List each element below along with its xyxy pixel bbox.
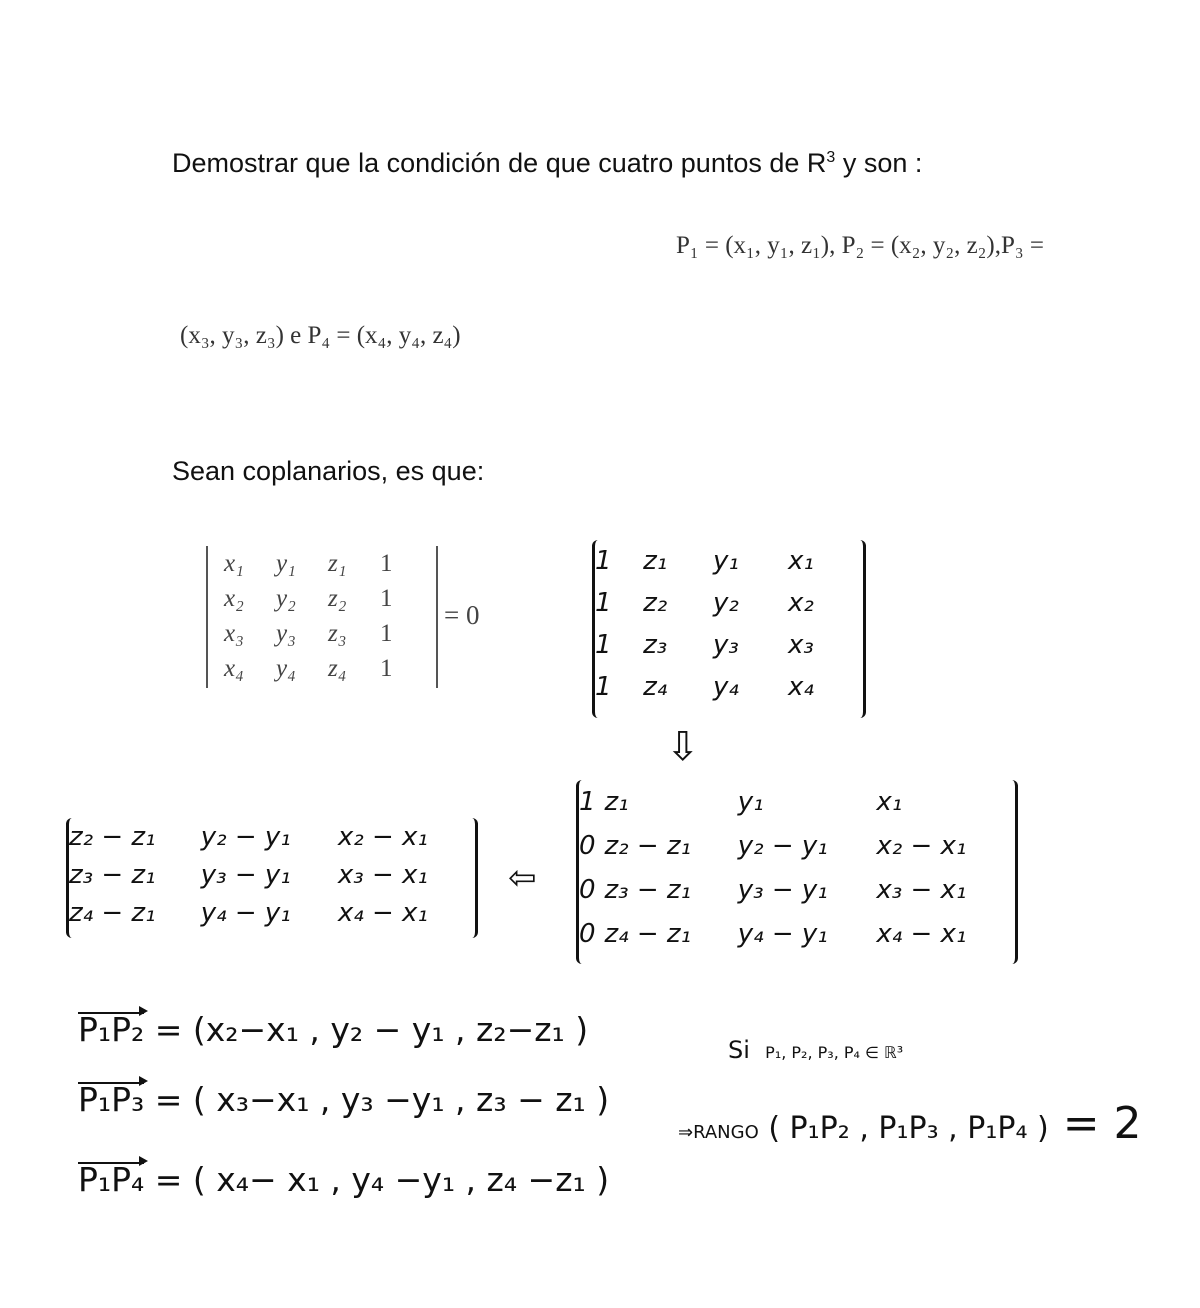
hand-matrix-2-row [579, 780, 1015, 824]
typed-det-cell: 1 [380, 549, 393, 577]
hand-matrix-3-cell: x₃ − x₁ [337, 860, 428, 890]
hand-matrix-3-cell: y₃ − y₁ [200, 860, 291, 890]
typed-det-cell: x₂ [224, 584, 244, 612]
typed-det-cell: y₃ [276, 619, 296, 647]
hand-matrix-2-row [579, 912, 1015, 956]
hand-matrix-1-row [595, 624, 863, 666]
typed-det-cell: 1 [380, 584, 393, 612]
vector-label: P₁P₂ [78, 1010, 145, 1049]
hand-matrix-3-cell: y₄ − y₁ [200, 898, 291, 928]
hand-matrix-2-cell: y₄ − y₁ [737, 919, 828, 949]
typed-det-row [224, 581, 408, 616]
coplanar-statement: Sean coplanarios, es que: [172, 456, 485, 486]
hand-matrix-1-cell: y₃ [713, 630, 739, 660]
typed-det-cell: z₄ [328, 654, 347, 682]
hand-matrix-2-cell: 0 [579, 875, 596, 905]
hand-matrix-3-row [69, 818, 475, 856]
condition-si: Si P₁, P₂, P₃, P₄ ∈ ℝ³ [728, 1036, 904, 1064]
hand-matrix-1-row [595, 666, 863, 708]
hand-matrix-2-cell: 0 [579, 919, 596, 949]
vector-p1p2: P₁P₂ = (x₂−x₁ , y₂ − y₁ , z₂−z₁ ) [78, 1010, 589, 1049]
hand-matrix-2-cell: z₂ − z₁ [604, 831, 691, 861]
hand-matrix-1-cell: 1 [595, 588, 612, 618]
vector-label: P₁P₄ [78, 1160, 145, 1199]
hand-matrix-1-cell: z₃ [643, 630, 668, 660]
hand-matrix-1-cell: 1 [595, 546, 612, 576]
hand-matrix-3-cell: z₄ − z₁ [69, 898, 156, 928]
typed-det-cell: z₁ [328, 549, 347, 577]
hand-matrix-3-cell: z₃ − z₁ [69, 860, 156, 890]
hand-matrix-1-cell: z₄ [643, 672, 668, 702]
hand-matrix-1-cell: z₂ [643, 588, 668, 618]
hand-matrix-2-cell: x₄ − x₁ [876, 919, 967, 949]
hand-matrix-2-cell: 1 [579, 787, 596, 817]
hand-matrix-1-cell: 1 [595, 672, 612, 702]
rank-statement: ⇒RANGO ( P₁P₂ , P₁P₃ , P₁P₄ ) = 2 [678, 1098, 1142, 1149]
typed-det-row [224, 546, 408, 581]
hand-matrix-3-row [69, 856, 475, 894]
hand-matrix-2-row [579, 868, 1015, 912]
hand-matrix-2-row [579, 824, 1015, 868]
handwritten-matrix-reduced [576, 780, 1018, 964]
hand-matrix-2-cell: z₄ − z₁ [604, 919, 691, 949]
typed-det-cell: x₃ [224, 619, 244, 647]
hand-matrix-2-cell: y₂ − y₁ [737, 831, 828, 861]
typed-det-cell: 1 [380, 654, 393, 682]
hand-matrix-1-cell: y₂ [713, 588, 739, 618]
intro-text: Demostrar que la condición de que cuatro puntos de $R^3$ y son : [172, 148, 923, 178]
arrow-down-icon: ⇩ [666, 724, 700, 770]
hand-matrix-2-cell: y₁ [737, 787, 764, 817]
hand-matrix-2-cell: y₃ − y₁ [737, 875, 828, 905]
hand-matrix-1-row [595, 540, 863, 582]
hand-matrix-1-cell: 1 [595, 630, 612, 660]
hand-matrix-3-cell: z₂ − z₁ [69, 822, 156, 852]
typed-det-cell: x₁ [224, 549, 244, 577]
typed-det-cell: x₄ [224, 654, 244, 682]
hand-matrix-3-row [69, 894, 475, 932]
typed-det-row [224, 651, 408, 686]
arrow-left-icon: ⇦ [508, 858, 537, 898]
equals-zero: = 0 [444, 600, 480, 630]
vector-label: P₁P₃ [78, 1080, 145, 1119]
vector-p1p4: P₁P₄ = ( x₄− x₁ , y₄ −y₁ , z₄ −z₁ ) [78, 1160, 610, 1199]
hand-matrix-2-cell: z₃ − z₁ [604, 875, 691, 905]
hand-matrix-2-cell: 0 [579, 831, 596, 861]
hand-matrix-1-cell: x₃ [787, 630, 814, 660]
hand-matrix-1-cell: x₁ [787, 546, 814, 576]
hand-matrix-1-cell: x₂ [787, 588, 814, 618]
typed-det-cell: z₃ [328, 619, 347, 647]
hand-matrix-3-cell: x₂ − x₁ [337, 822, 428, 852]
hand-matrix-1-cell: y₄ [713, 672, 739, 702]
hand-matrix-2-cell: x₂ − x₁ [876, 831, 967, 861]
typed-det-cell: 1 [380, 619, 393, 647]
typed-det-cell: y₂ [276, 584, 296, 612]
typed-det-cell: y₁ [276, 549, 296, 577]
hand-matrix-1-cell: z₁ [643, 546, 668, 576]
hand-matrix-1-cell: y₁ [713, 546, 739, 576]
typed-det-cell: y₄ [276, 654, 296, 682]
hand-matrix-1-cell: x₄ [787, 672, 814, 702]
typed-det-cell: z₂ [328, 584, 347, 612]
hand-matrix-3-cell: x₄ − x₁ [337, 898, 428, 928]
hand-matrix-2-cell: x₃ − x₁ [876, 875, 967, 905]
points-definition-line-2: (x₃, y₃, z₃) e P₄ = (x₄, y₄, z₄) [180, 322, 461, 349]
hand-matrix-3-cell: y₂ − y₁ [200, 822, 291, 852]
hand-matrix-1-row [595, 582, 863, 624]
handwritten-matrix-3x3 [66, 818, 478, 938]
typed-determinant [206, 546, 438, 688]
vector-p1p3: P₁P₃ = ( x₃−x₁ , y₃ −y₁ , z₃ − z₁ ) [78, 1080, 610, 1119]
hand-matrix-2-cell: x₁ [876, 787, 903, 817]
hand-matrix-2-cell: z₁ [604, 787, 629, 817]
typed-det-row [224, 616, 408, 651]
points-definition-line-1: P₁ = (x₁, y₁, z₁), P₂ = (x₂, y₂, z₂),P₃ = [676, 232, 1044, 259]
handwritten-matrix-reordered [592, 540, 866, 718]
